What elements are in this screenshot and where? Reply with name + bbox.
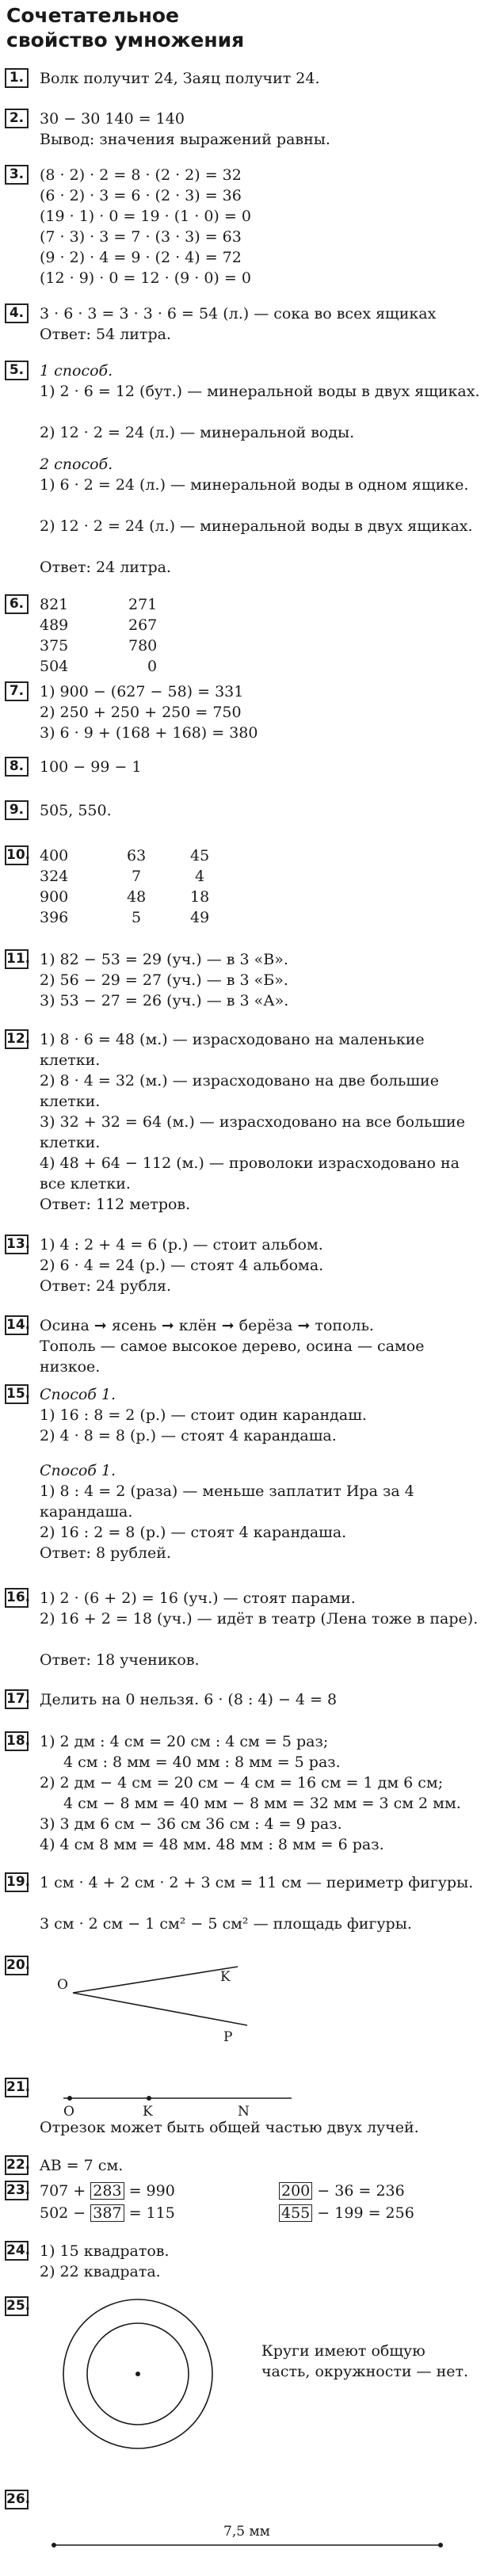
answer-line: 1) 15 квадратов. — [40, 2242, 170, 2260]
segment-length-label: 7,5 мм — [223, 2524, 270, 2540]
answer-line: 3) 3 дм 6 см − 36 см 36 см : 4 = 9 раз. — [40, 1815, 342, 1833]
answer-line: 1) 6 · 2 = 24 (л.) — минеральной воды в одном ящике. — [40, 476, 469, 494]
answer-text: AB = 7 см. — [40, 2157, 124, 2174]
point-label-o: O — [63, 2104, 74, 2117]
answer-line: часть, окружности — нет. — [261, 2363, 469, 2380]
table-cell: 375 — [40, 637, 69, 654]
page-title: Сочетательное свойство умножения — [6, 4, 245, 52]
answer-text: Вывод: значения выражений равны. — [40, 131, 330, 148]
problem-number: 3. — [5, 165, 29, 185]
method-heading: 1 способ. — [40, 362, 113, 380]
arrow-icon: ➞ — [221, 1317, 235, 1334]
segment-end — [52, 2543, 56, 2547]
method-heading: Способ 1. — [40, 1386, 116, 1403]
problem-number: 13. — [5, 1235, 29, 1254]
tree-label: клён — [178, 1317, 217, 1334]
problem-number: 23. — [5, 2181, 29, 2200]
tree-sequence — [40, 1315, 374, 1336]
answer-text: 100 − 99 − 1 — [40, 758, 142, 776]
table-cell: 821 — [40, 596, 69, 613]
table-cell: 49 — [190, 909, 210, 926]
filled-box: 455 — [279, 2204, 312, 2222]
answer-line: (6 · 2) · 3 = 6 · (2 · 3) = 36 — [40, 187, 242, 204]
point-label-k: K — [143, 2104, 153, 2117]
table-cell: 45 — [190, 847, 210, 864]
answer-line: (19 · 1) · 0 = 19 · (1 · 0) = 0 — [40, 208, 251, 225]
answer-line: 1) 82 − 53 = 29 (уч.) — в 3 «В». — [40, 951, 288, 968]
answer-line: 1) 2 дм : 4 см = 20 см : 4 см = 5 раз; — [40, 1733, 329, 1750]
problem-number: 15. — [5, 1384, 29, 1404]
problem-number: 21. — [5, 2078, 29, 2097]
answer-line: (7 · 3) · 3 = 7 · (3 · 3) = 63 — [40, 228, 242, 246]
answer-line: Круги имеют общую — [261, 2342, 425, 2360]
arrow-icon: ➞ — [93, 1317, 107, 1334]
problem-number: 14. — [5, 1315, 29, 1335]
answer-line: 1) 8 · 6 = 48 (м.) — израсходовано на маленькие клетки. — [40, 1031, 425, 1069]
ray-ok — [73, 1967, 238, 1993]
answer-line: 3 см · 2 см − 1 см² − 5 см² — площадь фигуры. — [40, 1915, 412, 1933]
answer-line: 3) 53 − 27 = 26 (уч.) — в 3 «А». — [40, 992, 289, 1009]
answer-line: 1) 2 · (6 + 2) = 16 (уч.) — стоят парами. — [40, 1589, 356, 1607]
filled-box: 387 — [90, 2204, 124, 2222]
answer-line: 2) 22 квадрата. — [40, 2263, 161, 2280]
problem-number: 6. — [5, 594, 29, 614]
answer-line: 2) 6 · 4 = 24 (р.) — стоят 4 альбома. — [40, 1257, 324, 1274]
problem-number: 4. — [5, 303, 29, 323]
point-label-o: O — [57, 1977, 68, 1993]
equation: 455 − 199 = 256 — [279, 2203, 414, 2223]
segment-drawing — [40, 2078, 293, 2117]
answer-line: (9 · 2) · 4 = 9 · (2 · 4) = 72 — [40, 249, 242, 266]
answer-text: 30 − 30 140 = 140 — [40, 110, 185, 128]
segment-end — [438, 2543, 443, 2547]
problem-number: 19. — [5, 1872, 29, 1892]
problem-number: 18. — [5, 1731, 29, 1751]
answer-line: 1) 16 : 8 = 2 (р.) — стоит один карандаш. — [40, 1406, 367, 1424]
tree-label: ясень — [111, 1317, 157, 1334]
answer-line: 3) 32 + 32 = 64 (м.) — израсходовано на все большие клетки. — [40, 1113, 465, 1151]
table-cell: 396 — [40, 909, 69, 926]
answer-line: 2) 16 : 2 = 8 (р.) — стоят 4 карандаша. — [40, 1524, 347, 1541]
answer-line: Ответ: 8 рублей. — [40, 1544, 171, 1562]
filled-box: 283 — [90, 2182, 124, 2200]
table-cell: 504 — [40, 658, 69, 675]
table-cell: 900 — [40, 888, 69, 906]
problem-number: 9. — [5, 800, 29, 820]
answer-line: 1) 900 − (627 − 58) = 331 — [40, 683, 244, 700]
equation: 502 − 387 = 115 — [40, 2204, 175, 2222]
table-cell: 7 — [132, 868, 142, 885]
equation: 200 − 36 = 236 — [279, 2181, 405, 2201]
circles-drawing — [48, 2298, 230, 2456]
table-cell: 5 — [132, 909, 142, 926]
point-label-n: N — [238, 2104, 250, 2117]
segment-drawing — [40, 2510, 452, 2558]
table-cell: 48 — [127, 888, 147, 906]
point-label-k: K — [220, 1969, 231, 1985]
table-cell: 4 — [195, 868, 205, 885]
table-cell: 271 — [128, 596, 158, 613]
answer-line: Ответ: 24 литра. — [40, 559, 171, 576]
answer-line: 3) 6 · 9 + (168 + 168) = 380 — [40, 724, 258, 742]
problem-number: 26. — [5, 2490, 29, 2509]
answer-line: 2) 4 · 8 = 8 (р.) — стоят 4 карандаша. — [40, 1427, 337, 1444]
tree-label: берёза — [238, 1317, 293, 1334]
problem-number: 7. — [5, 681, 29, 701]
answer-text: Волк получит 24, Заяц получит 24. — [40, 70, 320, 87]
answer-line: Ответ: 24 рубля. — [40, 1277, 172, 1295]
table-cell: 18 — [190, 888, 210, 906]
problem-number: 20. — [5, 1956, 29, 1975]
answer-line: 2) 8 · 4 = 32 (м.) — израсходовано на две большие клетки. — [40, 1072, 439, 1110]
answer-line: 1) 8 : 4 = 2 (раза) — меньше заплатит Ира за 4 карандаша. — [40, 1483, 414, 1521]
answer-text: Тополь — самое высокое дерево, осина — самое низкое. — [40, 1338, 425, 1376]
ray-op — [73, 1993, 247, 2025]
arrow-icon: ➞ — [297, 1317, 311, 1334]
problem-number: 22. — [5, 2155, 29, 2175]
answer-line: 3 · 6 · 3 = 3 · 3 · 6 = 54 (л.) — сока во всех ящиках — [40, 305, 437, 322]
answer-line: Ответ: 54 литра. — [40, 326, 171, 343]
table-cell: 63 — [127, 847, 147, 864]
arrow-icon: ➞ — [161, 1317, 174, 1334]
answer-line: 2) 56 − 29 = 27 (уч.) — в 3 «Б». — [40, 971, 288, 989]
tree-label: Осина — [40, 1317, 90, 1334]
table-cell: 324 — [40, 868, 69, 885]
point-o — [67, 2096, 72, 2101]
answer-text: Делить на 0 нельзя. 6 · (8 : 4) − 4 = 8 — [40, 1691, 338, 1708]
problem-number: 12. — [5, 1029, 29, 1049]
tree-label: тополь. — [315, 1317, 374, 1334]
answer-line: 2) 2 дм − 4 см = 20 см − 4 см = 16 см = 1 дм 6 см; — [40, 1774, 444, 1792]
answer-line: 2) 16 + 2 = 18 (уч.) — идёт в театр (Лена тоже в паре). — [40, 1610, 479, 1628]
answer-line: 1 см · 4 + 2 см · 2 + 3 см = 11 см — периметр фигуры. — [40, 1874, 474, 1891]
answer-line: Ответ: 112 метров. — [40, 1196, 191, 1213]
answer-line: 4) 48 + 64 − 112 (м.) — проволоки израсходовано на все клетки. — [40, 1154, 460, 1193]
method-heading: 2 способ. — [40, 456, 113, 473]
table-cell: 780 — [128, 637, 158, 654]
filled-box: 200 — [279, 2182, 312, 2200]
table-cell: 489 — [40, 616, 69, 634]
answer-line: 2) 250 + 250 + 250 = 750 — [40, 704, 242, 721]
problem-number: 25. — [5, 2296, 29, 2316]
problem-number: 10. — [5, 845, 29, 865]
problem-number: 5. — [5, 361, 29, 380]
table-cell: 267 — [128, 616, 158, 634]
problem-number: 24. — [5, 2241, 29, 2261]
problem-number: 1. — [5, 68, 29, 88]
answer-text: 505, 550. — [40, 802, 112, 819]
point-label-p: P — [223, 2029, 233, 2044]
answer-line: 1) 4 : 2 + 4 = 6 (р.) — стоит альбом. — [40, 1236, 323, 1254]
answer-line: Ответ: 18 учеников. — [40, 1651, 200, 1669]
center-point — [135, 2372, 140, 2376]
problem-number: 11. — [5, 949, 29, 969]
problem-number: 17. — [5, 1689, 29, 1709]
answer-line: 1) 2 · 6 = 12 (бут.) — минеральной воды в двух ящиках. — [40, 383, 480, 400]
equation: 707 + 283 = 990 — [40, 2182, 175, 2200]
point-k — [147, 2096, 151, 2101]
answer-text: Отрезок может быть общей частью двух лучей. — [40, 2119, 419, 2136]
answer-line: 4 см − 8 мм = 40 мм − 8 мм = 32 мм = 3 см 2 мм. — [63, 1795, 461, 1812]
answer-line: (12 · 9) · 0 = 12 · (9 · 0) = 0 — [40, 269, 251, 287]
answer-line: 2) 12 · 2 = 24 (л.) — минеральной воды. — [40, 424, 355, 441]
method-heading: Способ 1. — [40, 1462, 116, 1479]
answer-line: 4 см : 8 мм = 40 мм : 8 мм = 5 раз. — [63, 1754, 341, 1771]
problem-number: 2. — [5, 109, 29, 128]
table-cell: 0 — [147, 658, 158, 675]
answer-line: (8 · 2) · 2 = 8 · (2 · 2) = 32 — [40, 166, 242, 184]
answer-line: 4) 4 см 8 мм = 48 мм. 48 мм : 8 мм = 6 раз. — [40, 1836, 384, 1853]
answer-line: 2) 12 · 2 = 24 (л.) — минеральной воды в двух ящиках. — [40, 517, 473, 535]
angle-drawing — [40, 1957, 341, 2044]
problem-number: 8. — [5, 757, 29, 777]
problem-number: 16. — [5, 1588, 29, 1608]
table-cell: 400 — [40, 847, 69, 864]
